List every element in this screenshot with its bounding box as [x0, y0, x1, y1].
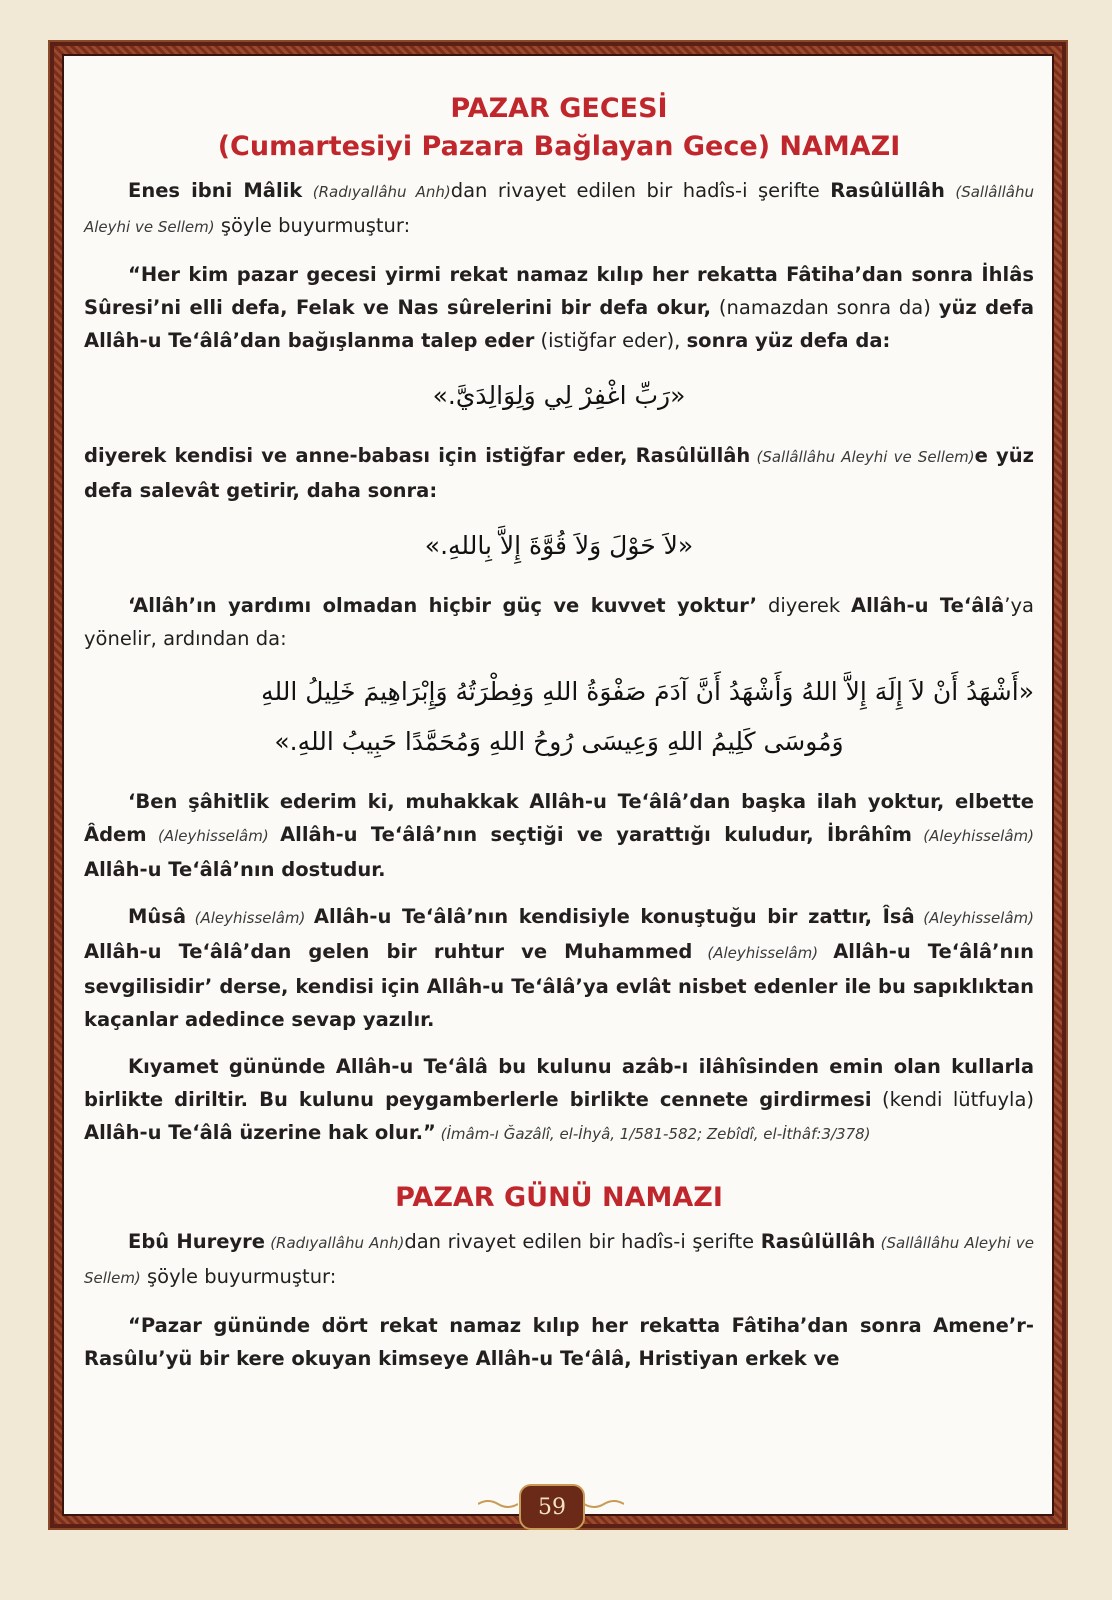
- bold-text: diyerek kendisi ve anne-babası için istiğfar eder, Rasûlüllâh: [84, 444, 751, 467]
- bold-text: Allâh-u Te‘âlâ’dan gelen bir ruhtur ve Muhammed: [84, 940, 693, 963]
- arabic-prayer-1: «رَبِّ اغْفِرْ لِي وَلِوَالِدَيَّ.»: [432, 381, 686, 410]
- right-ornament-icon: [584, 1498, 624, 1510]
- bold-text: “Pazar gününde dört rekat namaz kılıp her rekatta Fâtiha’dan sonra Amene’r-Rasûlu’yü bir kere okuyan kimseye Allâh-u Te‘âlâ, Hristiyan erkek ve: [84, 1314, 1034, 1370]
- hadith-paragraph: [84, 900, 1034, 1036]
- honorific: (Aleyhisselâm): [914, 909, 1034, 927]
- honorific: (Radıyallâhu Anh): [265, 1234, 405, 1252]
- honorific: (Sallâllâhu Aleyhi ve Sellem): [84, 1234, 1034, 1287]
- decorative-border: [54, 46, 1062, 1524]
- text: ’ya yönelir, ardından da:: [84, 594, 1034, 650]
- bold-text: Kıyamet gününde Allâh-u Te‘âlâ bu kulunu azâb-ı ilâhîsinden emin olan kullarla birlikte diriltir. Bu kulunu peygamberlerle birlikte cennete girdirmesi: [84, 1055, 1034, 1111]
- honorific: (Aleyhisselâm): [186, 909, 314, 927]
- text: diyerek: [757, 594, 852, 617]
- bold-text: Allâh-u Te‘âlâ’nın dostudur.: [84, 858, 386, 881]
- arabic-prayer-4: وَمُوسَى كَلِيمُ اللهِ وَعِيسَى رُوحُ اللهِ وَمُحَمَّدًا حَبِيبُ اللهِ.»: [274, 727, 844, 756]
- bold-text: Allâh-u Te‘âlâ üzerine hak olur.”: [84, 1121, 436, 1144]
- paragraph-intro: [84, 1225, 1034, 1295]
- text: şöyle buyurmuştur:: [140, 1265, 337, 1288]
- honorific: (Aleyhisselâm): [146, 827, 281, 845]
- text: şöyle buyurmuştur:: [214, 214, 411, 237]
- hadith-paragraph: [84, 785, 1034, 886]
- honorific: (Sallâllâhu Aleyhi ve Sellem): [750, 448, 975, 466]
- bold-text: Allâh-u Te‘âlâ: [851, 594, 1005, 617]
- section-title: PAZAR GÜNÜ NAMAZI: [395, 1182, 723, 1213]
- page-content: [84, 76, 1034, 1474]
- bold-text: sonra yüz defa da:: [686, 329, 891, 352]
- bold-text: Mûsâ: [128, 905, 187, 928]
- bold-text: Allâh-u Te‘âlâ’nın kendisiyle konuştuğu bir zattır, Îsâ: [313, 905, 915, 928]
- hadith-paragraph: [84, 258, 1034, 357]
- page-border: [48, 40, 1068, 1530]
- bold-text: Allâh-u Te‘âlâ’nın seçtiği ve yarattığı kuludur, İbrâhîm: [280, 823, 912, 846]
- bold-text: ‘Ben şâhitlik ederim ki, muhakkak Allâh-u Te‘âlâ’dan başka ilah yoktur, elbette Âdem: [84, 790, 1034, 846]
- bold-text: Allâh-u Te‘âlâ’nın sevgilisidir’ derse, kendisi için Allâh-u Te‘âlâ’ya evlât nisbet edenler ile bu sapıklıktan kaçanlar adedince sevap yazılır.: [84, 940, 1034, 1031]
- text: dan rivayet edilen bir hadîs-i şerifte: [404, 1230, 761, 1253]
- page-body: [62, 54, 1054, 1516]
- source-citation: (İmâm-ı Ğazâlî, el-İhyâ, 1/581-582; Zebîdî, el-İthâf:3/378): [435, 1125, 871, 1143]
- left-ornament-icon: [478, 1498, 518, 1510]
- text: (namazdan sonra da): [711, 296, 939, 319]
- arabic-prayer-2: «لاَ حَوْلَ وَلاَ قُوَّةَ إِلاَّ بِاللهِ.»: [424, 531, 694, 560]
- hadith-paragraph: [84, 1050, 1034, 1151]
- page-number: 59: [519, 1484, 585, 1530]
- prophet-name: Rasûlüllâh: [830, 179, 945, 202]
- narrator-name: Ebû Hureyre: [128, 1230, 265, 1253]
- text: (istiğfar eder),: [534, 329, 687, 352]
- honorific: (Aleyhisselâm): [692, 944, 834, 962]
- honorific: (Aleyhisselâm): [911, 827, 1035, 845]
- honorific: (Sallâllâhu Aleyhi ve Sellem): [84, 183, 1034, 236]
- text: dan rivayet edilen bir hadîs-i şerifte: [450, 179, 831, 202]
- bold-text: e yüz defa salevât getirir, daha sonra:: [84, 444, 1034, 502]
- narrator-name: Enes ibni Mâlik: [128, 179, 303, 202]
- prophet-name: Rasûlüllâh: [760, 1230, 876, 1253]
- hadith-paragraph: [84, 439, 1034, 507]
- paragraph-intro: [84, 174, 1034, 244]
- hadith-paragraph: [84, 589, 1034, 655]
- bold-text: ‘Allâh’ın yardımı olmadan hiçbir güç ve kuvvet yoktur’: [128, 594, 758, 617]
- bold-text: “Her kim pazar gecesi yirmi rekat namaz kılıp her rekatta Fâtiha’dan sonra İhlâs Sûresi’ni elli defa, Felak ve Nas sûrelerini bir defa okur,: [84, 263, 1034, 319]
- arabic-prayer-3: «أَشْهَدُ أَنْ لاَ إِلَهَ إِلاَّ اللهُ وَأَشْهَدُ أَنَّ آدَمَ صَفْوَةُ اللهِ وَفِطْرَتُهُ وَإِبْرَاهِيمَ خَلِيلُ اللهِ: [261, 677, 1034, 706]
- section-subtitle: (Cumartesiyi Pazara Bağlayan Gece) NAMAZI: [217, 131, 901, 162]
- text: (kendi lütfuyla): [871, 1088, 1035, 1111]
- bold-text: yüz defa Allâh-u Te‘âlâ’dan bağışlanma talep eder: [84, 296, 1034, 352]
- honorific: (Radıyallâhu Anh): [312, 183, 451, 201]
- hadith-paragraph: [84, 1309, 1034, 1375]
- section-title: PAZAR GECESİ: [450, 93, 668, 124]
